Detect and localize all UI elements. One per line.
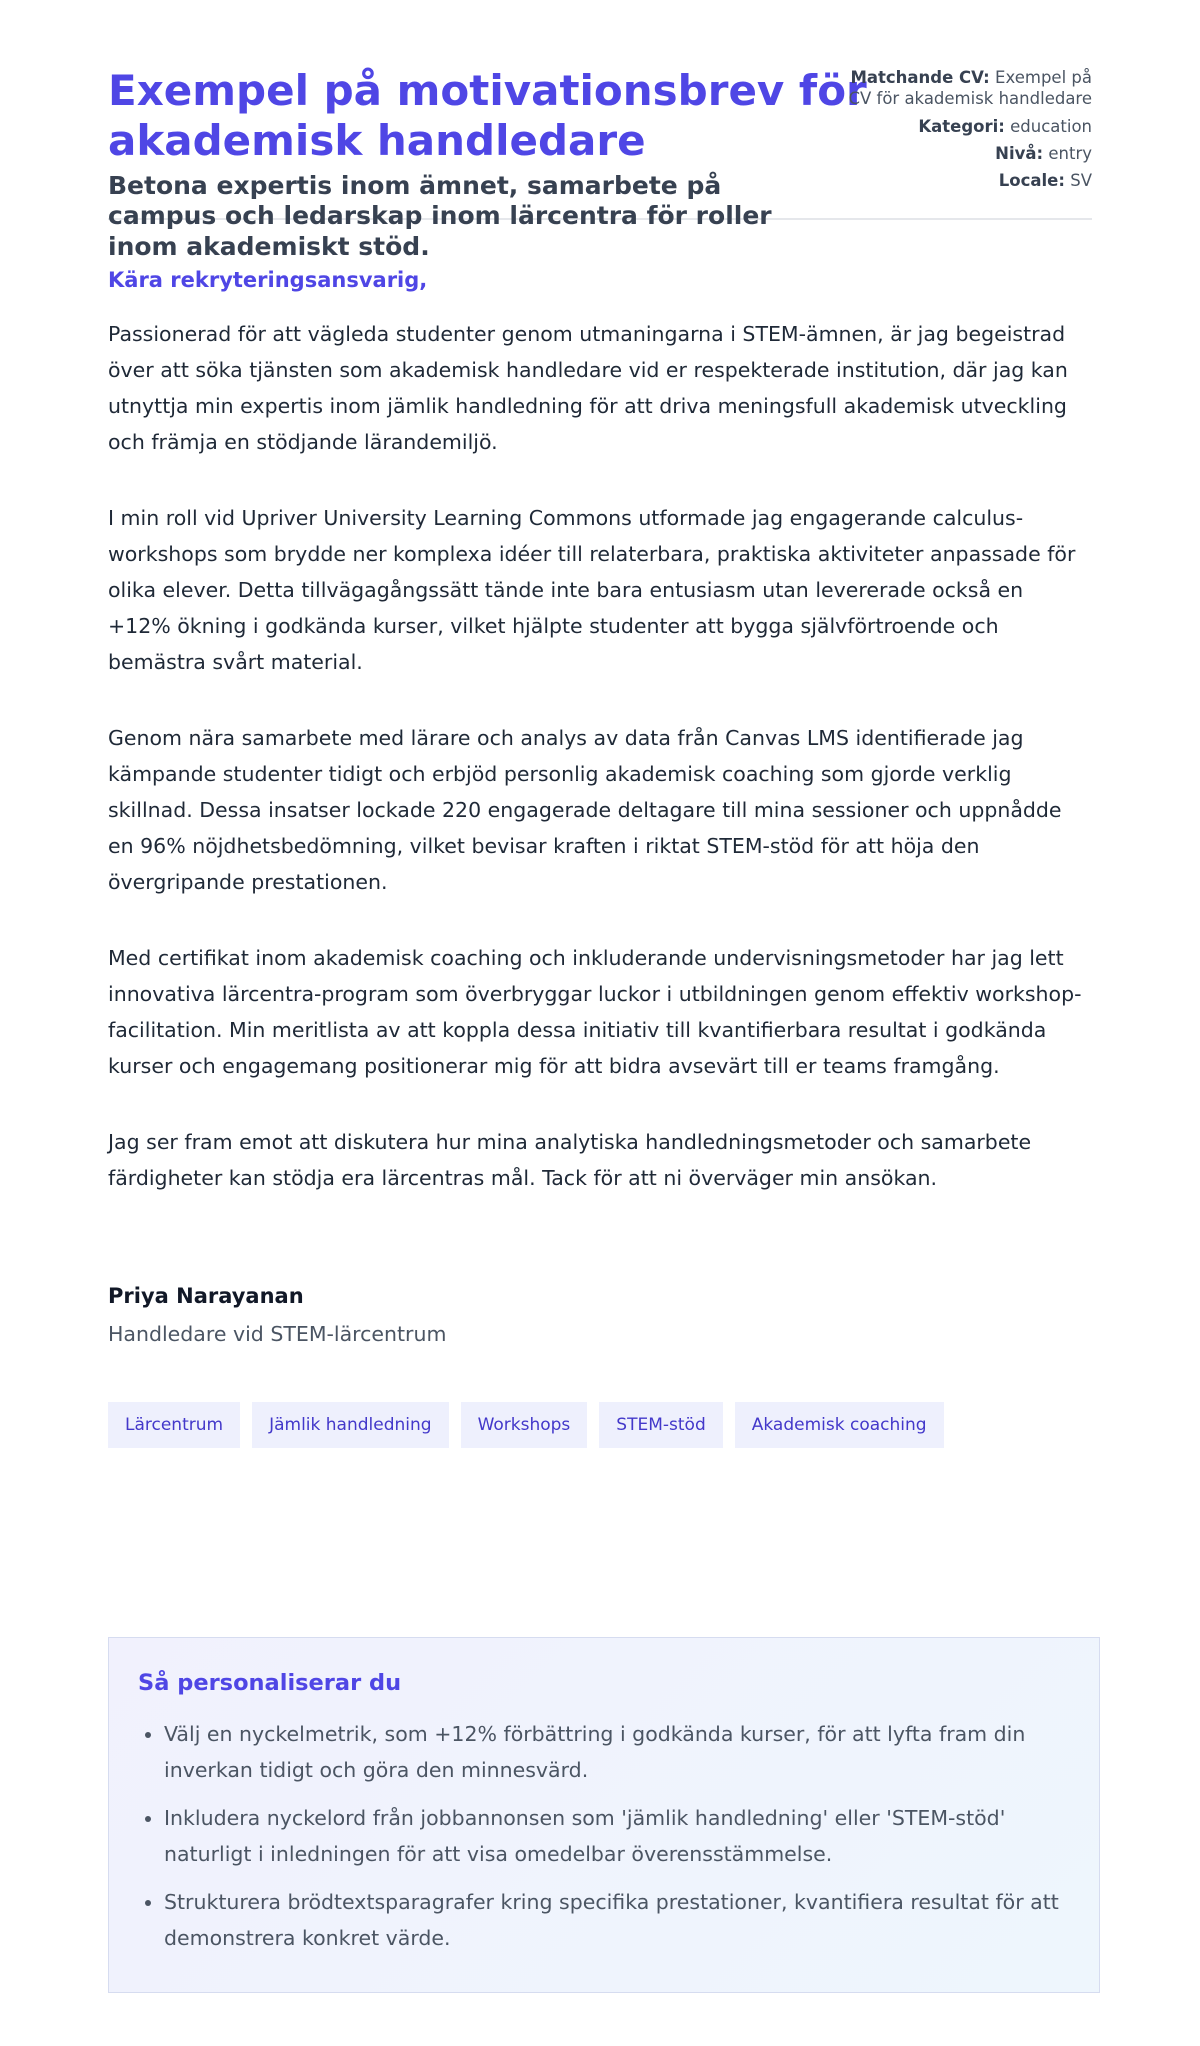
meta-level-value: entry [1048, 143, 1092, 163]
meta-info [832, 68, 1092, 197]
page-subtitle: Betona expertis inom ämnet, samarbete på campus och ledarskap inom lärcentra för roller inom akademiskt stöd. [108, 170, 772, 261]
tips-title: Så personaliserar du [138, 1670, 402, 1696]
keyword-tags [108, 1402, 1092, 1448]
signature-role: Handledare vid STEM-lärcentrum [108, 1322, 447, 1346]
letter-paragraph: Med certifikat inom akademisk coaching och inkluderande undervisningsmetoder har jag lett innovativa lärcentra-program som överbryggar luckor i utbildningen genom effektiv workshop-facilitation. Min meritlista av att koppla dessa initiativ till kvantifierbara resultat i godkända kurser och engagemang positionerar mig för att bidra avsevärt till er teams framgång. [108, 946, 1082, 1078]
meta-matching-cv [832, 68, 1092, 109]
meta-category-label: Kategori: [918, 117, 1005, 137]
meta-cv-label: Matchande CV: [850, 68, 990, 87]
meta-locale [832, 171, 1092, 192]
tips-list [138, 1716, 1070, 1956]
tag: STEM-stöd [599, 1402, 722, 1448]
letter-paragraph: Passionerad för att vägleda studenter genom utmaningarna i STEM-ämnen, är jag begeistrad över att söka tjänsten som akademisk handledare vid er respekterade institution, där jag kan utnyttja min expertis inom jämlik handledning för att driva meningsfull akademisk utveckling och främja en stödjande lärandemiljö. [108, 322, 1068, 454]
tip-item: • Välj en nyckelmetrik, som +12% förbättring i godkända kurser, för att lyfta fram din inverkan tidigt och göra den minnesvärd. [164, 1716, 1070, 1788]
tag: Jämlik handledning [252, 1402, 448, 1448]
meta-level-label: Nivå: [995, 143, 1044, 163]
signature-block [108, 1284, 1092, 1346]
tag: Akademisk coaching [735, 1402, 944, 1448]
meta-locale-label: Locale: [998, 170, 1065, 190]
signature-name: Priya Narayanan [108, 1284, 304, 1308]
page-header [108, 0, 1092, 261]
letter-paragraph: I min roll vid Upriver University Learning Commons utformade jag engagerande calculus-workshops som brydde ner komplexa idéer till relaterbara, praktiska aktiviteter anpassade för olika elever. Detta tillvägagångssätt tände inte bara entusiasm utan levererade också en +12% ökning i godkända kurser, vilket hjälpte studenter att bygga självförtroende och bemästra svårt material. [108, 506, 1076, 674]
page-title: Exempel på motivationsbrev för akademisk handledare [108, 66, 867, 166]
meta-category-value: education [1010, 117, 1092, 137]
meta-cv-value: Exempel på CV för akademisk handledare [848, 68, 1092, 108]
tag: Workshops [461, 1402, 588, 1448]
tip-item: • Strukturera brödtextsparagrafer kring specifika prestationer, kvantifiera resultat för att demonstrera konkret värde. [164, 1884, 1070, 1956]
personalization-tips-box [108, 1637, 1100, 1993]
letter-paragraph: Jag ser fram emot att diskutera hur mina analytiska handledningsmetoder och samarbete färdigheter kan stödja era lärcentras mål. Tack för att ni överväger min ansökan. [108, 1130, 1032, 1190]
meta-locale-value: SV [1070, 170, 1092, 190]
letter-body [108, 316, 1092, 1196]
letter-greeting: Kära rekryteringsansvarig, [108, 268, 428, 292]
letter-paragraph: Genom nära samarbete med lärare och analys av data från Canvas LMS identifierade jag kämpande studenter tidigt och erbjöd personlig akademisk coaching som gjorde verklig skillnad. Dessa insatser lockade 220 engagerade deltagare till mina sessioner och uppnådde en 96% nöjdhetsbedömning, vilket bevisar kraften i riktat STEM-stöd för att höja den övergripande prestationen. [108, 726, 1062, 894]
tip-item: • Inkludera nyckelord från jobbannonsen som 'jämlik handledning' eller 'STEM-stöd' naturligt i inledningen för att visa omedelbar överensstämmelse. [164, 1800, 1070, 1872]
meta-level [832, 144, 1092, 165]
meta-category [832, 117, 1092, 138]
tag: Lärcentrum [108, 1402, 240, 1448]
